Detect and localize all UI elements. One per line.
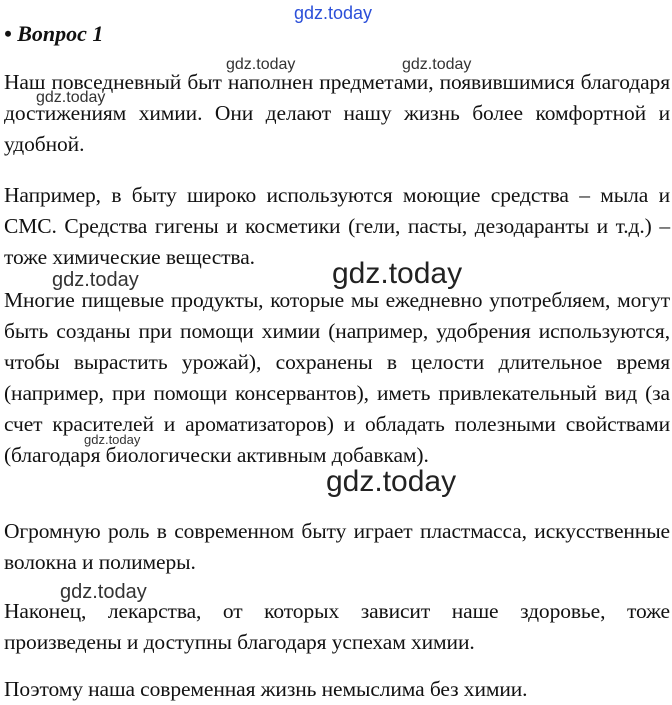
paragraph-5: Наконец, лекарства, от которых зависит наше здоровье, тоже произведены и доступны благодаря успехам химии. (4, 599, 670, 654)
watermark-large: gdz.today (326, 465, 457, 498)
watermark: gdz.today (402, 56, 472, 73)
watermark: gdz.today (60, 581, 147, 603)
watermark: gdz.today (226, 56, 296, 73)
paragraph-1: Наш повседневный быт наполнен предметами, появившимися благодаря достижениям химии. Они делают нашу жизнь более комфортной и удобной. (4, 70, 670, 156)
paragraph-4: Огромную роль в современном быту играет пластмасса, искусственные волокна и полимеры. (4, 519, 670, 574)
watermark: gdz.today (84, 432, 141, 447)
paragraph-6: Поэтому наша современная жизнь немыслима без химии. (4, 677, 528, 701)
watermark: gdz.today (52, 269, 139, 291)
watermark-top: gdz.today (294, 3, 373, 23)
paragraph-3: Многие пищевые продукты, которые мы ежедневно употребляем, могут быть созданы при помощи химии (например, удобрения используются, чтобы вырастить урожай), сохранены в целости длительное время (например, при помощи консервантов), иметь привлекательный вид (за счет красителей и ароматизаторов) и обладать полезными свойствами (благодаря биологически активным добавкам). (4, 288, 670, 467)
watermark-large: gdz.today (332, 257, 463, 290)
question-title: • Вопрос 1 (4, 21, 104, 46)
paragraph-2: Например, в быту широко используются моющие средства – мыла и СМС. Средства гигены и косметики (гели, пасты, дезодаранты и т.д.) – тоже химические вещества. (4, 183, 670, 269)
watermark: gdz.today (36, 89, 106, 106)
